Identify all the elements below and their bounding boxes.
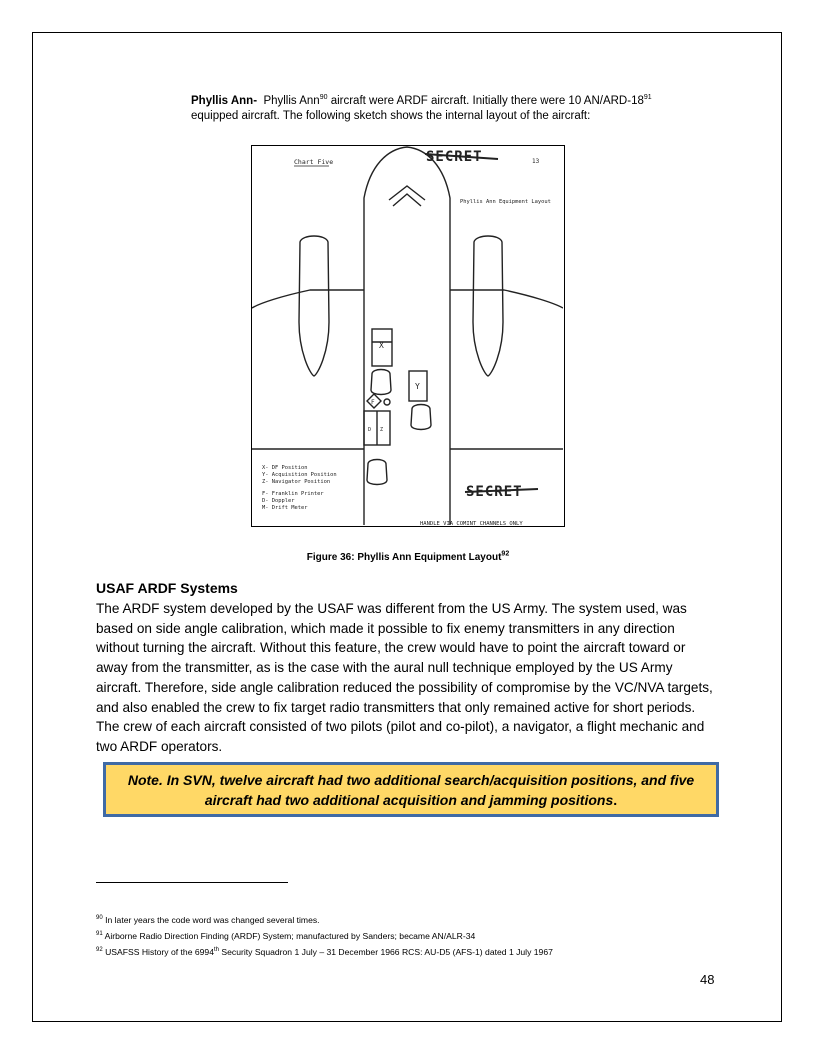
page-mark: 13 bbox=[532, 158, 540, 165]
footnote-90 bbox=[96, 912, 716, 928]
seat-1 bbox=[371, 370, 391, 395]
page-number: 48 bbox=[700, 972, 715, 987]
chart-five-label: Chart Five bbox=[294, 158, 334, 166]
footnotes bbox=[96, 912, 716, 960]
caption-text: Figure 36: Phyllis Ann Equipment Layout bbox=[306, 552, 502, 563]
drift-meter-mark bbox=[384, 399, 390, 405]
aircraft-sketch bbox=[252, 146, 563, 525]
footnote-text: Security Squadron 1 July – 31 December 1966 RCS: AU-D5 (AFS-1) dated 1 July 1967 bbox=[219, 947, 553, 957]
body-paragraph: The ARDF system developed by the USAF was different from the US Army. The system used, was based on side angle calibration, which made it possible to fix enemy transmitters in any direction without turning the aircraft. Without this feature, the crew would have to point the aircraft toward or away from the transmitter, as is the case with the aural null technique employed by the US Army aircraft. Therefore, side angle calibration reduced the possibility of compromise by the VC/NVA targets, and also enabled the crew to fix target radio transmitters that only remained active for short periods. The crew of each aircraft consisted of two pilots (pilot and co-pilot), a navigator, a flight mechanic and two ARDF operators. bbox=[96, 601, 713, 754]
fuselage-outline bbox=[364, 147, 450, 525]
ordinal-suffix: th bbox=[213, 947, 219, 954]
legend-item: Y- Acquisition Position bbox=[262, 472, 337, 478]
windshield-mark bbox=[389, 186, 425, 206]
intro-paragraph bbox=[191, 94, 691, 124]
left-engine bbox=[299, 236, 329, 376]
footnote-92 bbox=[96, 944, 716, 960]
figure-caption bbox=[0, 552, 816, 563]
label-z: Z bbox=[380, 427, 384, 433]
legend-item: M- Drift Meter bbox=[262, 505, 308, 511]
note-period: . bbox=[613, 792, 618, 808]
intro-name: Phyllis Ann bbox=[263, 95, 320, 107]
section-heading: USAF ARDF Systems bbox=[96, 580, 238, 596]
legend-item: Z- Navigator Position bbox=[262, 479, 331, 485]
footnote-ref-91[interactable]: 91 bbox=[643, 94, 652, 102]
footnote-number: 91 bbox=[96, 931, 103, 938]
footnote-text: In later years the code word was changed several times. bbox=[102, 915, 320, 925]
note-callout bbox=[103, 762, 719, 817]
right-wing bbox=[450, 290, 563, 308]
footnote-ref-90[interactable]: 90 bbox=[319, 94, 328, 102]
footnote-text: USAFSS History of the 6994 bbox=[102, 947, 214, 957]
note-line-2: aircraft had two additional acquisition and jamming positions bbox=[204, 792, 614, 808]
intro-bold-name: Phyllis Ann bbox=[191, 95, 254, 107]
secret-stamp-bottom: SECRET bbox=[466, 484, 523, 500]
footnote-number: 92 bbox=[96, 947, 103, 954]
legend-item: D- Doppler bbox=[262, 498, 295, 504]
label-f: F bbox=[371, 399, 375, 406]
handling-caveat: HANDLE VIA COMINT CHANNELS ONLY bbox=[420, 521, 523, 525]
footnote-number: 90 bbox=[96, 915, 103, 922]
intro-dash: - bbox=[253, 95, 258, 107]
seat-3 bbox=[367, 460, 387, 485]
layout-title: Phyllis Ann Equipment Layout bbox=[460, 199, 551, 205]
footnote-text: Airborne Radio Direction Finding (ARDF) System; manufactured by Sanders; became AN/ALR-34 bbox=[102, 931, 476, 941]
seat-2 bbox=[411, 405, 431, 430]
equipment-layout-figure bbox=[251, 145, 565, 527]
footnote-ref-92[interactable]: 92 bbox=[501, 550, 510, 558]
legend-item: X- DF Position bbox=[262, 465, 308, 471]
label-d: D bbox=[368, 427, 372, 433]
intro-text-2: equipped aircraft. The following sketch shows the internal layout of the aircraft: bbox=[191, 110, 591, 122]
left-wing bbox=[252, 290, 364, 308]
intro-text-1: aircraft were ARDF aircraft. Initially there were 10 AN/ARD-18 bbox=[327, 95, 644, 107]
footnote-separator bbox=[96, 882, 288, 883]
legend-item: F- Franklin Printer bbox=[262, 491, 324, 497]
label-y: Y bbox=[415, 382, 420, 391]
right-engine bbox=[473, 236, 503, 376]
footnote-91 bbox=[96, 928, 716, 944]
note-line-1: Note. In SVN, twelve aircraft had two additional search/acquisition positions, and five bbox=[127, 772, 695, 788]
label-x: X bbox=[379, 341, 384, 350]
secret-stamp-top: SECRET bbox=[426, 149, 483, 165]
